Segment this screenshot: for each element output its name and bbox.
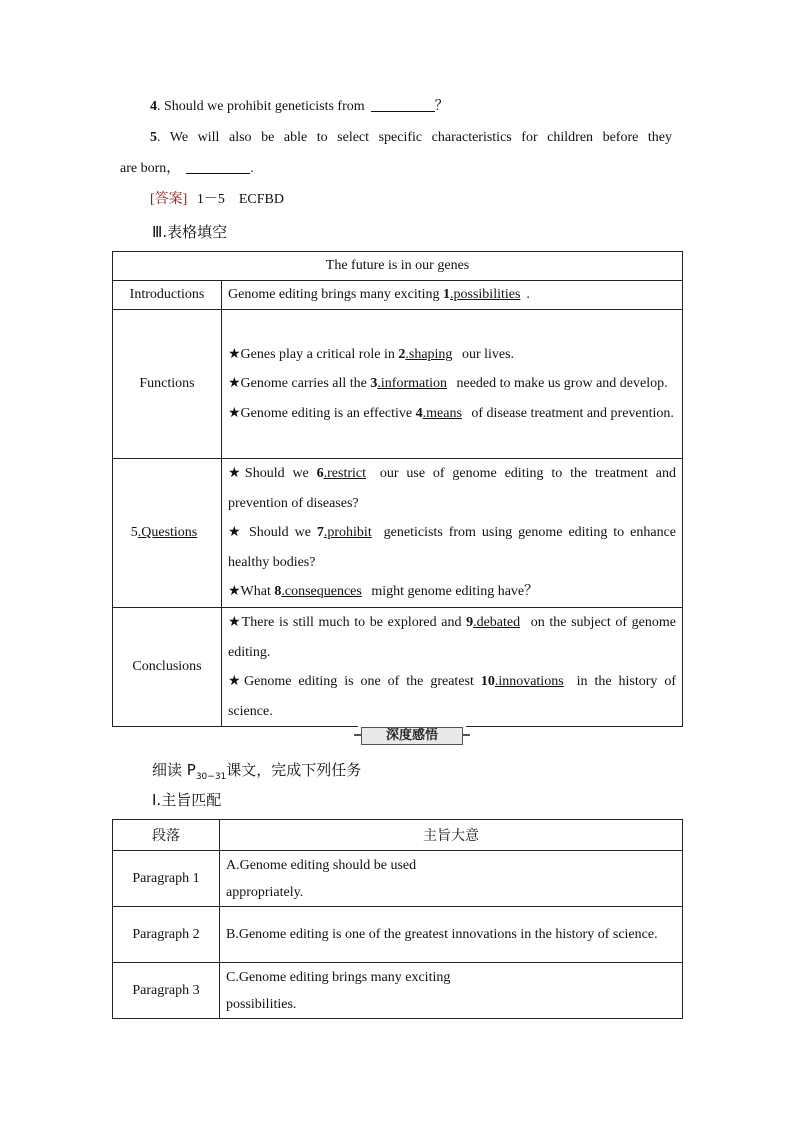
question-item: ★Should we 6.restrict our use of genome editing to the treatment and prevention of diseases? [228, 466, 676, 511]
table-row-introductions [113, 281, 683, 310]
question-item: ★What 8.consequences might genome editing have？ [228, 584, 539, 600]
paragraph-label: Paragraph 2 [113, 907, 220, 963]
question-4 [150, 97, 449, 117]
table-header-row [113, 820, 683, 851]
question-item: ★ Should we 7.prohibit geneticists from using genome editing to enhance healthy bodies? [228, 525, 676, 570]
blank-number-3: 3 [370, 376, 378, 392]
question-4-number: 4 [150, 99, 157, 114]
section-1-title: Ⅰ.主旨匹配 [152, 791, 222, 809]
header-main-idea: 主旨大意 [220, 820, 683, 851]
answer-3: .information [377, 376, 447, 392]
question-4-blank [371, 97, 435, 112]
answer-10: .innovations [494, 674, 564, 689]
cell-questions [222, 459, 683, 608]
answer-1: .possibilities [450, 287, 521, 302]
function-item: ★Genome carries all the 3.information needed to make us grow and develop. [228, 376, 668, 392]
answer-6: .restrict [323, 466, 366, 482]
blank-number-4: 4 [415, 405, 423, 421]
question-5-end: . [250, 161, 254, 176]
answer-5: .Questions [137, 525, 198, 540]
banner-label: 深度感悟 [361, 727, 463, 745]
row-label-conclusions: Conclusions [113, 608, 222, 727]
blank-number-6: 6 [316, 466, 324, 482]
cell-introductions: Genome editing brings many exciting 1.possibilities . [222, 281, 683, 310]
question-5-line-1 [150, 128, 672, 148]
banner-right-bar [462, 734, 470, 736]
function-item: ★Genes play a critical role in 2.shaping our lives. [228, 346, 515, 362]
cell-conclusions [222, 608, 683, 727]
section-3-title: Ⅲ.表格填空 [152, 223, 228, 241]
blank-number-10: 10 [480, 674, 495, 689]
answer-9: .debated [473, 615, 521, 630]
row-label-functions: Functions [113, 310, 222, 459]
table-row-questions [113, 459, 683, 608]
header-paragraph: 段落 [113, 820, 220, 851]
blank-number-7: 7 [316, 525, 324, 541]
blank-number-8: 8 [274, 584, 282, 600]
main-idea-cell: C.Genome editing brings many exciting possibilities. [220, 963, 683, 1019]
section-banner [358, 724, 466, 746]
table-row [113, 963, 683, 1019]
main-idea-cell: A.Genome editing should be used appropriately. [220, 851, 683, 907]
blank-number-1: 1 [443, 287, 451, 302]
main-idea-table [112, 819, 683, 1019]
table-row-conclusions [113, 608, 683, 727]
question-5-blank [186, 159, 250, 174]
question-4-text: . Should we prohibit geneticists from [157, 99, 365, 114]
table-row [113, 851, 683, 907]
blank-number-2: 2 [398, 346, 406, 362]
answer-tag: [答案] [150, 192, 188, 207]
question-4-end: ？ [434, 99, 449, 114]
table-row [113, 907, 683, 963]
table-title: The future is in our genes [113, 252, 683, 281]
cell-functions [222, 310, 683, 459]
conclusion-item: ★There is still much to be explored and 9.debated on the subject of genome editing. [228, 615, 676, 660]
question-5-number: 5 [150, 130, 157, 145]
question-5-text: . We will also be able to select specific characteristics for children before they [157, 130, 672, 145]
conclusion-item: ★Genome editing is one of the greatest 10.innovations in the history of science. [228, 674, 676, 719]
paragraph-label: Paragraph 1 [113, 851, 220, 907]
reading-instruction: 细读 $P_{30-31}$课文，完成下列任务 [152, 761, 362, 782]
row-label-introductions: Introductions [113, 281, 222, 310]
answer-line [150, 190, 284, 210]
main-idea-cell: B.Genome editing is one of the greatest innovations in the history of science. [220, 907, 683, 963]
answer-7: .prohibit [323, 525, 372, 541]
row-label-questions: 5.Questions [113, 459, 222, 608]
table-row-functions [113, 310, 683, 459]
function-item: ★Genome editing is an effective 4.means of disease treatment and prevention. [228, 405, 674, 421]
question-5-line-2 [120, 159, 254, 179]
blank-number-9: 9 [466, 615, 474, 630]
paragraph-label: Paragraph 3 [113, 963, 220, 1019]
answer-8: .consequences [281, 584, 362, 600]
question-5-text-2: are born， [120, 161, 181, 176]
answer-text: 1－5 ECFBD [196, 192, 284, 207]
answer-4: .means [422, 405, 462, 421]
answer-2: .shaping [405, 346, 453, 362]
fill-in-table [112, 251, 683, 727]
